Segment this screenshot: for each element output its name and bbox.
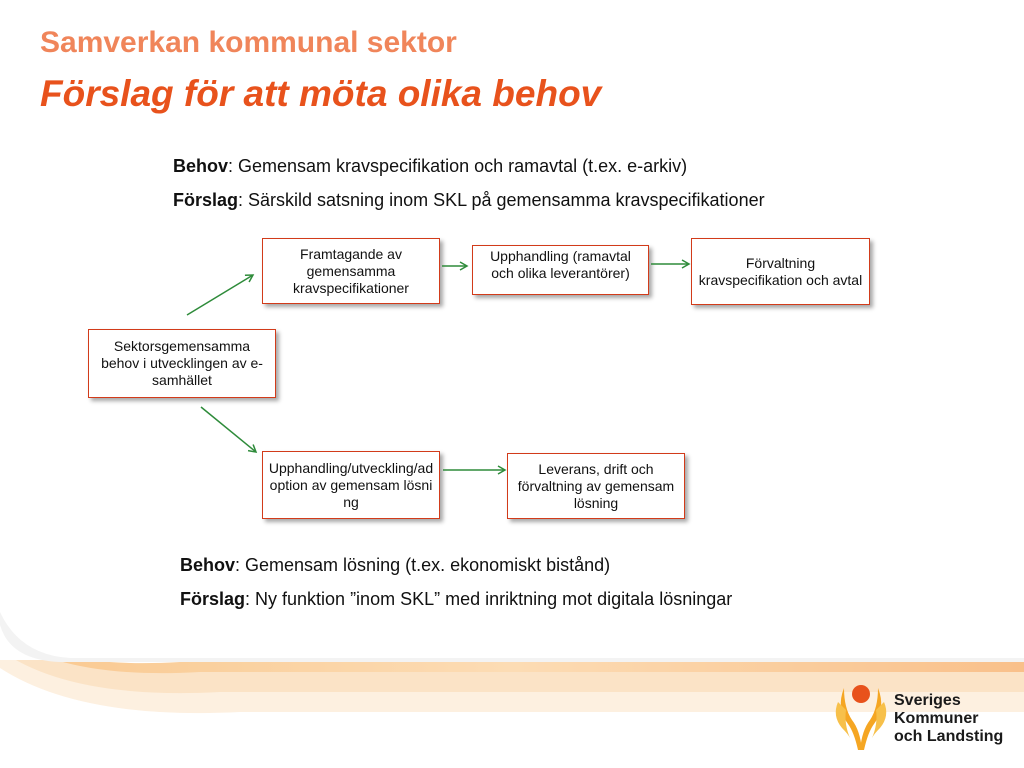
skl-logo-icon — [832, 680, 890, 754]
logo-line-1: Sveriges — [894, 692, 961, 709]
slide-title: Samverkan kommunal sektor — [40, 26, 457, 59]
box-requirements — [262, 238, 440, 304]
logo-line-3: och Landsting — [894, 728, 1004, 745]
box-sector-needs — [88, 329, 276, 398]
logo-line-2: Kommuner — [894, 710, 979, 727]
top-need-line — [173, 149, 765, 183]
box-procurement-framework-label: Upphandling (ramavtal och olika leverantörer) — [490, 248, 631, 281]
box-management-agreement-label: Förvaltning kravspecifikation och avtal — [698, 254, 863, 288]
bottom-note — [180, 548, 732, 616]
box-procurement-solution — [262, 451, 440, 519]
slide-subtitle: Förslag för att möta olika behov — [40, 73, 602, 114]
box-delivery-operation — [507, 453, 685, 519]
bottom-proposal-text: : Ny funktion ”inom SKL” med inriktning mot digitala lösningar — [245, 589, 733, 609]
box-procurement-framework — [472, 245, 649, 295]
box-requirements-label: Framtagande av gemensamma kravspecifikationer — [293, 245, 409, 296]
bottom-proposal-line — [180, 582, 732, 616]
skl-logo-text — [894, 692, 1003, 746]
box-management-agreement — [691, 238, 870, 305]
box-sector-needs-label: Sektorsgemensamma behov i utvecklingen av e-samhället — [101, 338, 263, 388]
bottom-need-text: : Gemensam lösning (t.ex. ekonomiskt bistånd) — [235, 555, 611, 575]
bottom-proposal-label: Förslag — [180, 589, 246, 609]
box-delivery-operation-label: Leverans, drift och förvaltning av gemensam lösning — [517, 460, 675, 511]
box-procurement-solution-label: Upphandling/utveckling/adoption av gemensam lösning — [268, 459, 434, 510]
top-need-label: Behov — [173, 156, 229, 176]
top-proposal-text: : Särskild satsning inom SKL på gemensamma kravspecifikationer — [238, 190, 765, 210]
top-need-text: : Gemensam kravspecifikation och ramavtal (t.ex. e-arkiv) — [228, 156, 688, 176]
bottom-need-line — [180, 548, 732, 582]
top-note — [173, 149, 765, 217]
top-proposal-line — [173, 183, 765, 217]
bottom-need-label: Behov — [180, 555, 236, 575]
top-proposal-label: Förslag — [173, 190, 239, 210]
